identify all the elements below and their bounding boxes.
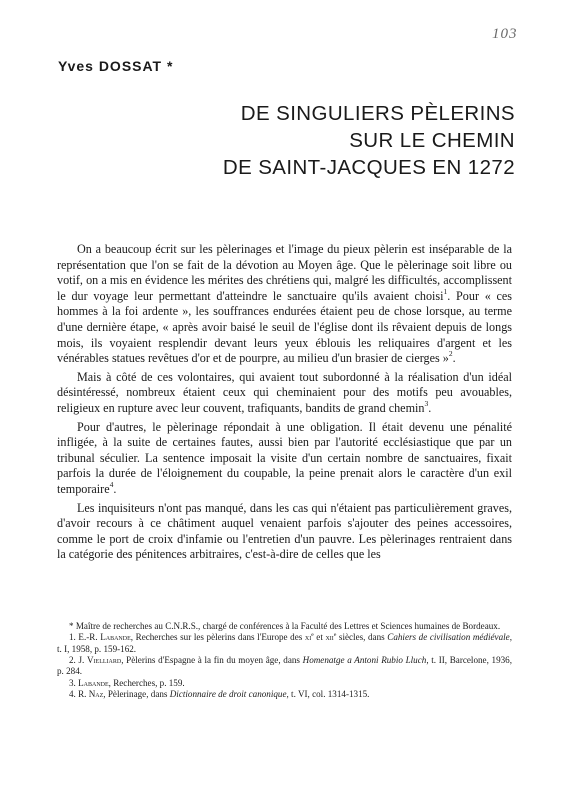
article-body xyxy=(57,242,512,566)
paragraph-4 xyxy=(57,501,512,563)
footnote-author: Labande xyxy=(78,677,109,688)
footnote-text: , t. VI, col. 1314-1315. xyxy=(286,689,370,700)
footnote-text: , Pèlerinage, dans xyxy=(103,689,170,700)
footnotes xyxy=(57,621,512,700)
footnote-text: , Recherches, p. 159. xyxy=(108,677,185,688)
footnote-ref: 3 xyxy=(424,399,429,409)
footnote-text: 1. E.-R. xyxy=(69,632,101,643)
footnote-text: 3. xyxy=(69,677,79,688)
footnote-4 xyxy=(57,689,512,700)
footnote-sup: e xyxy=(333,631,337,638)
footnote-text: et xyxy=(313,632,326,643)
footnote-text: , t. II, Barcelone, 1936, p. 284. xyxy=(57,655,512,677)
page-number: 103 xyxy=(492,26,518,42)
paragraph-text: On a beaucoup écrit sur les pèlerinages et l'image du pieux pèlerin est inséparable de la représentation que l'on se fait de la dévotion au Moyen âge. Que le pèlerinage soit libre ou votif, on a mis en évidence les mérites des chrétiens qui, malgré les difficultés, accomplissent le dur voyage leur permettant d'atteindre le sanctuaire qu'ils avaient choisi xyxy=(57,242,512,303)
footnote-sup: e xyxy=(311,631,314,638)
paragraph-text: . xyxy=(428,400,432,415)
paragraph-text: . xyxy=(452,351,456,366)
author-name: Yves DOSSAT * xyxy=(58,58,174,74)
footnote-work: Homenatge a Antoni Rubio Lluch xyxy=(302,655,427,666)
footnote-work: Dictionnaire de droit canonique xyxy=(169,689,287,700)
footnote-author: Naz xyxy=(88,689,104,700)
footnote-2 xyxy=(57,655,512,678)
paragraph-text: Mais à côté de ces volontaires, qui avaient tout subordonné à la réalisation d'un idéal désintéressé, nombreux étaient ceux qui cheminaient pour des motifs peu avouables, religieux en rupture avec leur couvent, trafiquants, bandits de grand chemin xyxy=(57,369,512,415)
paragraph-1 xyxy=(57,242,512,367)
paragraph-2 xyxy=(57,370,512,417)
footnote-ref: 1 xyxy=(443,286,448,296)
title-line-2: SUR LE CHEMIN xyxy=(349,129,515,152)
paragraph-text: Les inquisiteurs n'ont pas manqué, dans les cas qui n'étaient pas particulièrement graves, d'avoir recours à ce châtiment auquel venaient parfois s'ajouter des peines accessoires, comme le port de croix d'infamie ou l'entretien d'un pauvre. Les pèlerinages rentraient dans la catégorie des pénitences arbitraires, c'est-à-dire de celles que les xyxy=(57,500,512,562)
footnote-text: , t. I, 1958, p. 159-162. xyxy=(57,632,512,654)
footnote-ref: 2 xyxy=(448,349,453,359)
footnote-3 xyxy=(57,678,512,689)
title-line-3: DE SAINT-JACQUES EN 1272 xyxy=(222,156,515,179)
footnote-author: Vielliard xyxy=(86,655,122,666)
paragraph-text: . Pour « ces hommes à la foi ardente », les souffrances endurées étaient peu de chose lorsque, au terme d'une dernière étape, « après avoir baisé le seuil de l'église dont ils rêvaient depuis de longs mois, ils voyaient resplendir devant leurs yeux éblouis les reliquaires d'argent et les vénérables statues revêtues d'or et de pourpre, au milieu d'un brasier de cierges » xyxy=(57,288,512,366)
paragraph-text: Pour d'autres, le pèlerinage répondait à une obligation. Il était devenu une pénalité infligée, à la suite de certaines fautes, aussi bien par l'autorité ecclésiastique que par un tribunal séculier. La sentence imposait la visite d'un certain nombre de sanctuaires, fixait parfois la durée de l'éloignement du coupable, la peine prenait alors le caractère d'un exil temporaire xyxy=(57,419,512,496)
footnote-1 xyxy=(57,632,512,655)
footnote-ref: 4 xyxy=(109,480,114,490)
title-line-1: DE SINGULIERS PÈLERINS xyxy=(240,102,515,125)
footnote-text: siècles, dans xyxy=(336,632,388,643)
footnote-journal: Cahiers de civilisation médiévale xyxy=(387,632,510,643)
footnote-text: , Pèlerins d'Espagne à la fin du moyen âge, dans xyxy=(121,655,303,666)
footnote-text: 4. R. xyxy=(69,689,89,700)
footnote-century: xi xyxy=(304,632,312,643)
footnote-text: , Recherches sur les pèlerins dans l'Europe des xyxy=(130,632,305,643)
footnote-star: * Maître de recherches au C.N.R.S., chargé de conférences à la Faculté des Lettres et Sciences humaines de Bordeaux. xyxy=(69,621,501,631)
footnote-text: 2. J. xyxy=(69,655,87,666)
article-title xyxy=(95,100,515,181)
paragraph-3 xyxy=(57,420,512,498)
footnote-author: Labande xyxy=(100,632,131,643)
paragraph-text: . xyxy=(113,481,117,496)
footnote-century: xii xyxy=(325,632,334,643)
